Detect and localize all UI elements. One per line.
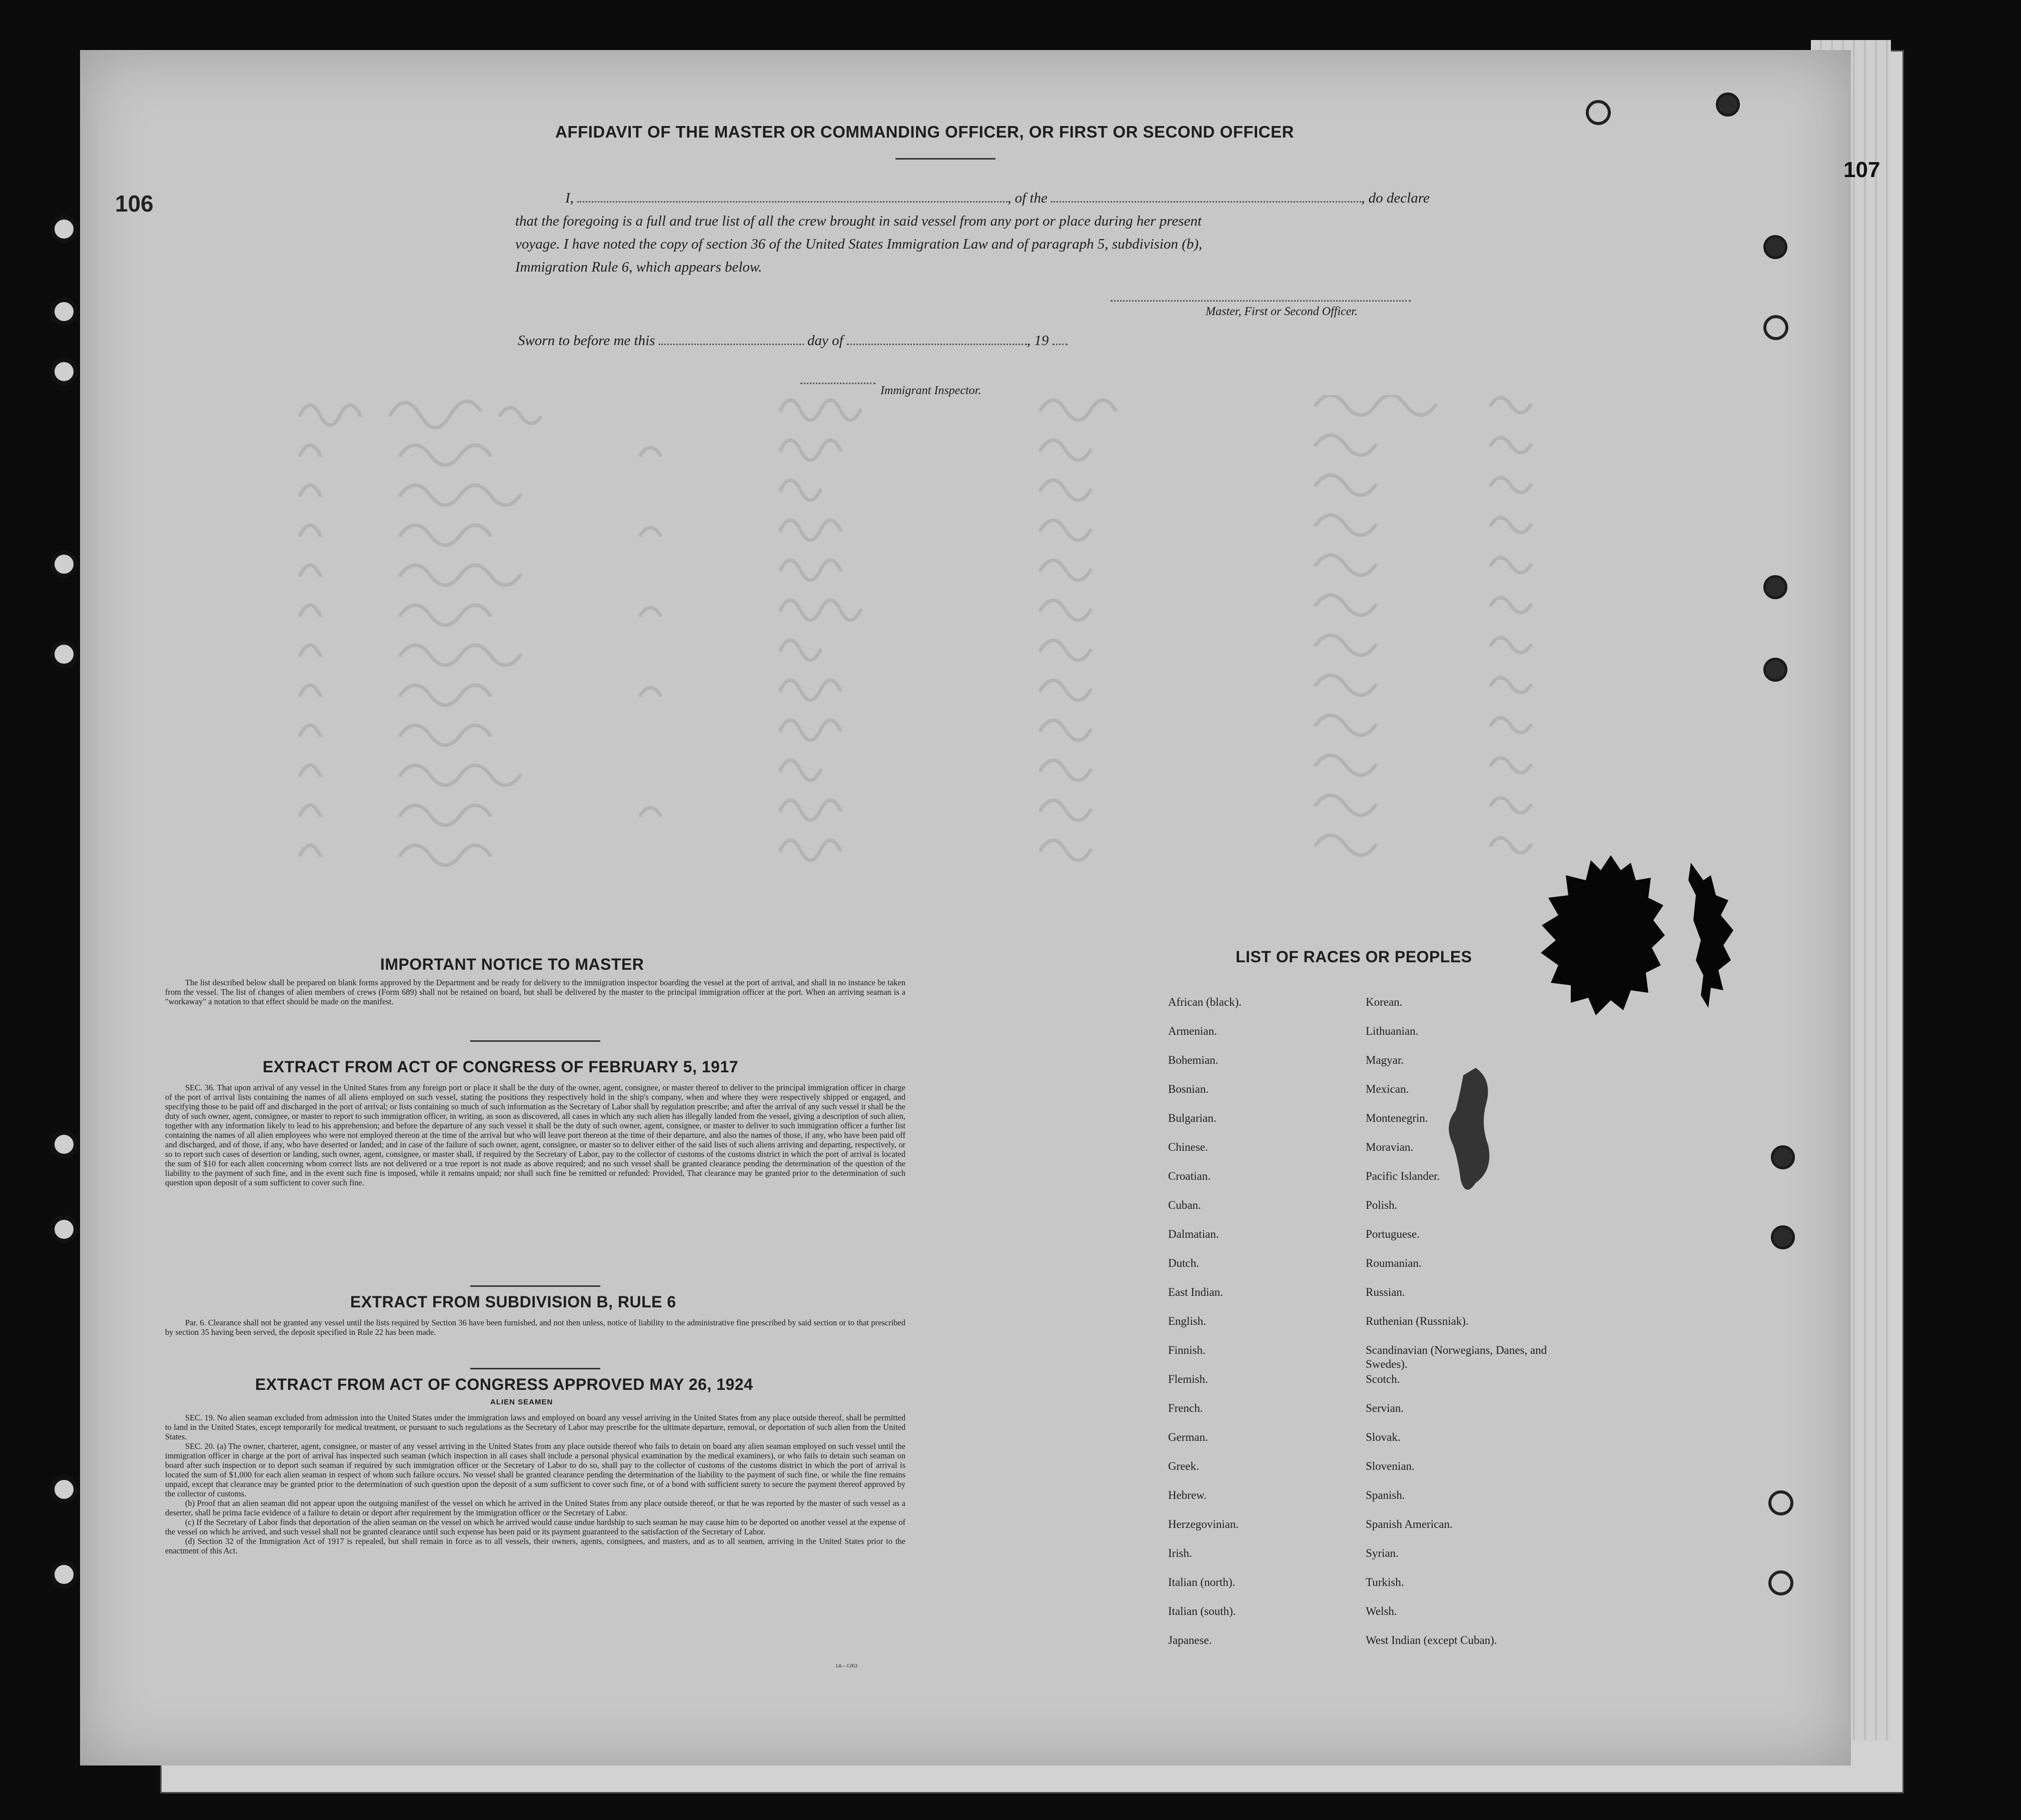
races-title: LIST OF RACES OR PEOPLES — [1236, 948, 1472, 966]
race-item: East Indian. — [1168, 1286, 1223, 1298]
race-item: Spanish American. — [1366, 1518, 1453, 1530]
year-label: , 19 — [1027, 333, 1049, 349]
race-item: Servian. — [1366, 1402, 1404, 1414]
race-item: Armenian. — [1168, 1025, 1217, 1037]
race-item: Portuguese. — [1366, 1228, 1420, 1240]
race-item: Magyar. — [1366, 1054, 1404, 1066]
affidavit-line-4: Immigration Rule 6, which appears below. — [515, 259, 762, 275]
affidavit-line-3: voyage. I have noted the copy of section 36 of the United States Immigration Law and of paragraph 5, subdivision (b), — [515, 236, 1203, 252]
punch-hole — [50, 215, 78, 243]
margin-number: 106 — [115, 191, 154, 217]
punch-hole — [50, 298, 78, 326]
race-item: Montenegrin. — [1366, 1112, 1428, 1124]
race-item: Spanish. — [1366, 1489, 1405, 1501]
race-item: Flemish. — [1168, 1373, 1208, 1385]
punch-hole — [50, 1475, 78, 1503]
notice-body: The list described below shall be prepared on blank forms approved by the Department and be ready for delivery to the immigration inspector boarding the vessel at the port of arrival, and shall in no instance be taken from the vessel. The list of changes of alien members of crews (Form 689) shall not be retained on board, but shall be delivered by the master to the principal immigration officer at the port. When an arriving seaman is a "workaway" a notation to that effect should be made on the manifest. — [165, 978, 905, 1006]
punch-hole — [1771, 1145, 1795, 1169]
form-number: 14—1263 — [835, 1663, 857, 1669]
sec-19: SEC. 19. No alien seaman excluded from admission into the United States under the immigration laws and employed on board any vessel arriving in the United States from any place outside thereof, shall be permitted to land in the United States, except temporarily for medical treatment, or pursuant to such regulations as the Secretary of Labor may prescribe for the ultimate departure, removal, or deportation of such alien from the United States. — [165, 1413, 905, 1441]
race-item: Pacific Islander. — [1366, 1170, 1440, 1182]
race-item: Italian (north). — [1168, 1576, 1236, 1588]
race-item: Irish. — [1168, 1547, 1192, 1559]
affidavit-title: AFFIDAVIT OF THE MASTER OR COMMANDING OFFICER, OR FIRST OR SECOND OFFICER — [555, 123, 1294, 141]
race-item: German. — [1168, 1431, 1208, 1443]
punch-hole — [1763, 658, 1787, 682]
race-item: Slovenian. — [1366, 1460, 1415, 1472]
alien-seamen-subtitle: ALIEN SEAMEN — [490, 1398, 553, 1406]
sworn-label: Sworn to before me this — [518, 333, 655, 349]
race-item: Korean. — [1366, 996, 1403, 1008]
name-blank[interactable] — [577, 201, 1007, 203]
race-item: West Indian (except Cuban). — [1366, 1634, 1497, 1646]
race-item: Japanese. — [1168, 1634, 1212, 1646]
race-item: Russian. — [1366, 1286, 1405, 1298]
punch-hole — [50, 1215, 78, 1243]
race-item: Roumanian. — [1366, 1257, 1422, 1269]
affidavit-line-2: that the foregoing is a full and true list of all the crew brought in said vessel from any port or place during her present — [515, 213, 1202, 229]
act-1917-body: SEC. 36. That upon arrival of any vessel in the United States from any foreign port or place it shall be the duty of the owner, agent, consignee, or master thereof to deliver to the principal immigration officer in charge of the port of arrival lists containing the names of all aliens employed on such vessel, stating the positions they respectively hold in the ship's company, when and where they were respectively shipped or engaged, and specifying those to be paid off and discharged in the port of arrival; or lists containing so much of such information as the Secretary of Labor shall by regulation prescribe; and after the arrival of any such vessel it shall be the duty of such owner, agent, consignee, or master to report to such immigration officer, in writing, as soon as discovered, all cases in which any such alien has illegally landed from the vessel, giving a description of such alien, together with any information likely to lead to his apprehension; and before the departure of any such vessel it shall be the duty of such owner, agent, consignee, or master to deliver to such immigration officer a further list containing the names of all alien employees who were not employed thereon at the time of the arrival but who will leave port thereon at the time of their departure, and also the names of those, if any, who have been paid off and discharged, and of those, if any, who have deserted or landed; and in case of the failure of such owner, agent, consignee, or master so to deliver either of the said lists of such aliens arriving and departing, respectively, or so to report such cases of desertion or landing, such owner, agent, consignee, or master shall, if required by the Secretary of Labor, pay to the collector of customs of the customs district in which the port of arrival is located the sum of $10 for each alien concerning whom correct lists are not delivered or a true report is not made as above required; and no such vessel shall be granted clearance pending the determination of the question of the liability to the payment of such fine, and in the event such fine is imposed, while it remains unpaid; nor shall such fine be remitted or refunded: Provided, That clearance may be granted prior to the determination of such question upon deposit of a sum sufficient to cover such fine. — [165, 1083, 905, 1187]
race-item: Dutch. — [1168, 1257, 1199, 1269]
sec-20d: (d) Section 32 of the Immigration Act of 1917 is repealed, but shall remain in force as to all vessels, their owners, agents, consignees, and masters, and as to all seamen, arriving in the United States prior to the enactment of this Act. — [165, 1536, 905, 1555]
inspector-signature-blank[interactable] — [800, 383, 875, 384]
race-item: Ruthenian (Russniak). — [1366, 1315, 1469, 1327]
punch-hole — [1763, 575, 1787, 599]
race-item: Hebrew. — [1168, 1489, 1207, 1501]
race-item: Bosnian. — [1168, 1083, 1209, 1095]
race-item: Bohemian. — [1168, 1054, 1219, 1066]
race-item: Turkish. — [1366, 1576, 1404, 1588]
notice-title: IMPORTANT NOTICE TO MASTER — [380, 955, 644, 973]
sworn-year-blank[interactable] — [1053, 344, 1068, 345]
race-item: Cuban. — [1168, 1199, 1201, 1211]
race-item: Italian (south). — [1168, 1605, 1236, 1617]
race-item: Finnish. — [1168, 1344, 1206, 1356]
punch-hole — [1716, 93, 1740, 117]
divider — [470, 1285, 600, 1287]
act-1924-title: EXTRACT FROM ACT OF CONGRESS APPROVED MAY 26, 1924 — [255, 1375, 753, 1393]
race-item: Dalmatian. — [1168, 1228, 1219, 1240]
affidavit-line-1 — [515, 190, 1511, 207]
affidavit-of-the: , of the — [1007, 190, 1048, 206]
punch-hole — [1586, 100, 1611, 125]
race-item: Herzegovinian. — [1168, 1518, 1239, 1530]
master-signature-label: Master, First or Second Officer. — [1206, 305, 1358, 318]
race-item: Croatian. — [1168, 1170, 1211, 1182]
race-item: Greek. — [1168, 1460, 1199, 1472]
punch-hole — [1763, 235, 1787, 259]
punch-hole — [1763, 315, 1788, 340]
sworn-day-blank[interactable] — [659, 344, 804, 345]
ink-blot — [1681, 860, 1736, 1013]
sec-20b: (b) Proof that an alien seaman did not appear upon the outgoing manifest of the vessel on which he arrived in the United States from any place outside thereof, or that he was reported by the master of such vessel as a deserter, shall be prima facie evidence of a failure to detain or deport after requirement by the immigration officer or the Secretary of Labor. — [165, 1498, 905, 1517]
race-item: Bulgarian. — [1168, 1112, 1217, 1124]
punch-hole — [50, 358, 78, 386]
race-item: Scotch. — [1366, 1373, 1400, 1385]
page-number: 107 — [1843, 158, 1880, 182]
day-of-label: day of — [807, 333, 843, 349]
master-signature-blank[interactable] — [1111, 300, 1411, 302]
sworn-line — [518, 333, 1068, 349]
race-item: Welsh. — [1366, 1605, 1397, 1617]
manifest-page — [80, 50, 1880, 1765]
vessel-blank[interactable] — [1051, 201, 1361, 203]
race-item: French. — [1168, 1402, 1203, 1414]
punch-hole — [50, 550, 78, 578]
sworn-month-blank[interactable] — [847, 344, 1027, 345]
divider — [470, 1368, 600, 1369]
rule-6-body: Par. 6. Clearance shall not be granted any vessel until the lists required by Section 36 have been furnished, and not then unless, notice of liability to the administrative fine prescribed by said section or to that prescribed by section 35 having been served, the deposit specified in Rule 22 has been made. — [165, 1318, 905, 1337]
race-item: Mexican. — [1366, 1083, 1409, 1095]
punch-hole — [50, 1560, 78, 1588]
race-item: Polish. — [1366, 1199, 1398, 1211]
race-item: Lithuanian. — [1366, 1025, 1419, 1037]
divider — [470, 1040, 600, 1042]
race-item: Chinese. — [1168, 1141, 1208, 1153]
act-1924-body — [165, 1413, 905, 1555]
show-through-handwriting — [290, 395, 1741, 920]
race-item: African (black). — [1168, 996, 1242, 1008]
races-column-1 — [1168, 995, 1358, 1662]
punch-hole — [1768, 1490, 1793, 1515]
act-1917-title: EXTRACT FROM ACT OF CONGRESS OF FEBRUARY 5, 1917 — [263, 1058, 738, 1076]
race-item: Moravian. — [1366, 1141, 1414, 1153]
divider — [895, 158, 995, 160]
race-item: English. — [1168, 1315, 1207, 1327]
races-column-2 — [1366, 995, 1576, 1662]
race-item: Slovak. — [1366, 1431, 1401, 1443]
sec-20c: (c) If the Secretary of Labor finds that deportation of the alien seaman on the vessel on which he arrived would cause undue hardship to such seaman he may cause him to be deported on another vessel at the expense of the vessel on which he arrived, and such vessel shall not be granted clearance until such expense has been paid or its payment guaranteed to the satisfaction of the Secretary of Labor. — [165, 1517, 905, 1536]
punch-hole — [1771, 1225, 1795, 1249]
punch-hole — [50, 640, 78, 668]
affidavit-i: I, — [565, 190, 574, 206]
rule-6-title: EXTRACT FROM SUBDIVISION B, RULE 6 — [350, 1293, 676, 1311]
sec-20a: SEC. 20. (a) The owner, charterer, agent, consignee, or master of any vessel arriving in the United States from any place outside thereof who fails to detain on board any alien seaman employed on such vessel until the immigration officer in charge at the port of arrival has inspected such seaman (which inspection in all cases shall include a personal physical examination by the medical examiners), or who fails to detain such seaman on board after such inspection or to deport such seaman if required by such immigration officer or the Secretary of Labor to do so, shall pay to the collector of customs of the customs district in which the port of arrival is located the sum of $1,000 for each alien seaman in respect of whom such failure occurs. No vessel shall be granted clearance pending the determination of the liability to the payment of such fine, or while the fine remains unpaid, except that clearance may be granted prior to the determination of such question upon the deposit of a sum sufficient to cover such fine, or of a bond with sufficient surety to secure the payment thereof approved by the collector of customs. — [165, 1441, 905, 1498]
punch-hole — [50, 1130, 78, 1158]
inspector-label: Immigrant Inspector. — [880, 384, 981, 397]
race-item: Syrian. — [1366, 1547, 1399, 1559]
race-item: Scandinavian (Norwegians, Danes, and Swedes). — [1366, 1344, 1547, 1370]
affidavit-declare: , do declare — [1361, 190, 1430, 206]
punch-hole — [1768, 1570, 1793, 1595]
